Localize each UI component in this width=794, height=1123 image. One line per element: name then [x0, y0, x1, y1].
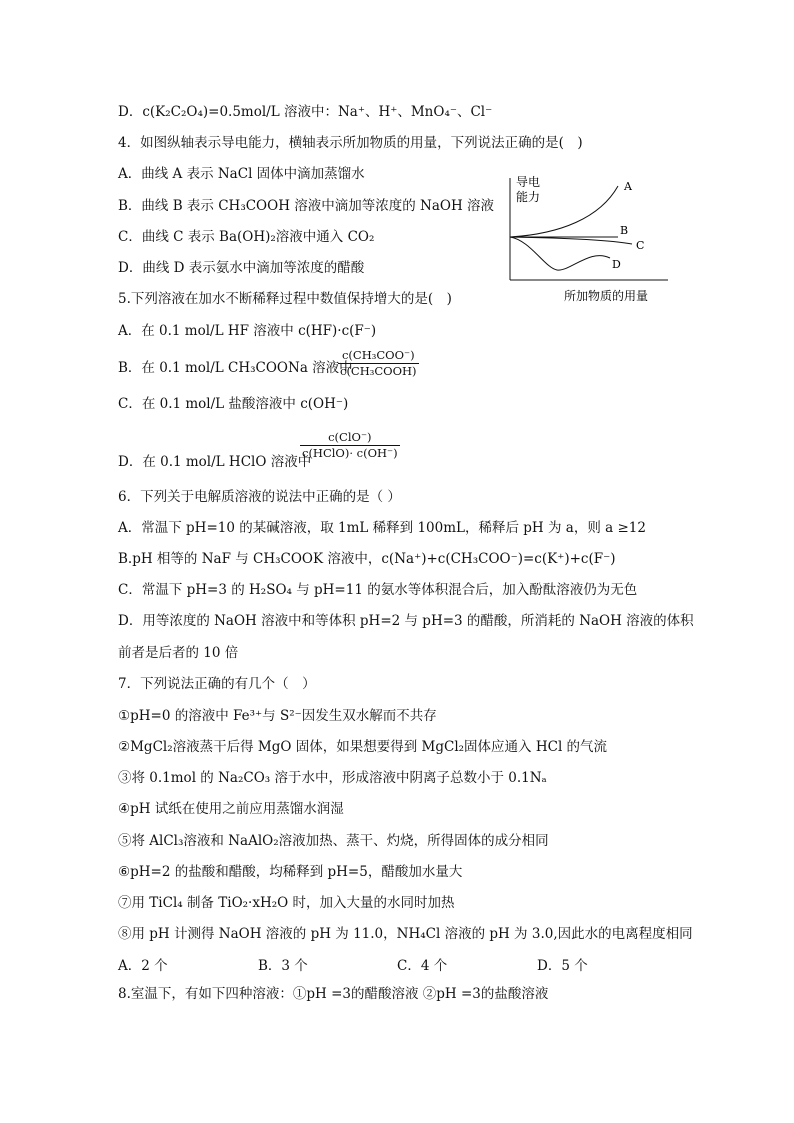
curve-d — [510, 237, 610, 270]
question-5-option-a: A．在 0.1 mol/L HF 溶液中 c(HF)·c(F⁻) — [118, 323, 377, 339]
question-8-stem: 8.室温下，有如下四种溶液：①pH =3的醋酸溶液 ②pH =3的盐酸溶液 — [118, 986, 549, 1002]
fraction-q5b — [338, 349, 419, 378]
question-7-option-c: C．4 个 — [397, 958, 448, 974]
question-6-stem: 6．下列关于电解质溶液的说法中正确的是（ ） — [118, 489, 401, 505]
question-4-option-c: C．曲线 C 表示 Ba(OH)₂溶液中通入 CO₂ — [118, 229, 375, 245]
question-6-option-d-cont: 前者是后者的 10 倍 — [118, 645, 239, 661]
question-4-stem: 4．如图纵轴表示导电能力，横轴表示所加物质的用量，下列说法正确的是( ) — [118, 135, 583, 151]
curve-label-a: A — [624, 180, 632, 193]
question-7-item-5: ⑤将 AlCl₃溶液和 NaAlO₂溶液加热、蒸干、灼烧，所得固体的成分相同 — [118, 833, 549, 849]
y-label-line2: 能力 — [516, 190, 541, 204]
fraction-numerator: c(ClO⁻) — [328, 430, 372, 444]
question-7-item-2: ②MgCl₂溶液蒸干后得 MgO 固体，如果想要得到 MgCl₂固体应通入 HCl 的气流 — [118, 739, 608, 755]
conductivity-figure — [500, 168, 680, 308]
question-7-item-3: ③将 0.1mol 的 Na₂CO₃ 溶于水中，形成溶液中阴离子总数小于 0.1Nₐ — [118, 770, 547, 786]
question-7-item-8: ⑧用 pH 计测得 NaOH 溶液的 pH 为 11.0，NH₄Cl 溶液的 pH 为 3.0,因此水的电离程度相同 — [118, 926, 693, 942]
question-7-item-1: ①pH=0 的溶液中 Fe³⁺与 S²⁻因发生双水解而不共存 — [118, 708, 437, 724]
fraction-denominator: c(HClO)· c(OH⁻) — [302, 446, 398, 460]
fraction-numerator: c(CH₃COO⁻) — [341, 348, 415, 362]
question-5-option-d: D．在 0.1 mol/L HClO 溶液中 — [118, 454, 312, 470]
curve-label-d: D — [612, 258, 621, 271]
question-6-option-a: A．常温下 pH=10 的某碱溶液，取 1mL 稀释到 100mL，稀释后 pH 为 a，则 a ≥12 — [118, 520, 646, 536]
question-5-option-c: C．在 0.1 mol/L 盐酸溶液中 c(OH⁻) — [118, 396, 349, 412]
question-4-option-d: D．曲线 D 表示氨水中滴加等浓度的醋酸 — [118, 260, 365, 276]
question-7-item-7: ⑦用 TiCl₄ 制备 TiO₂·xH₂O 时，加入大量的水同时加热 — [118, 895, 455, 911]
fraction-q5d — [300, 431, 400, 460]
question-6-option-d: D．用等浓度的 NaOH 溶液中和等体积 pH=2 与 pH=3 的醋酸，所消耗的 NaOH 溶液的体积 — [118, 613, 694, 629]
question-5-stem: 5.下列溶液在加水不断稀释过程中数值保持增大的是( ) — [118, 291, 452, 307]
question-7-stem: 7．下列说法正确的有几个（ ） — [118, 676, 316, 692]
fraction-denominator: c(CH₃COOH) — [340, 364, 417, 378]
question-7-item-4: ④pH 试纸在使用之前应用蒸馏水润湿 — [118, 801, 344, 817]
option-d-previous: D．c(K₂C₂O₄)=0.5mol/L 溶液中：Na⁺、H⁺、MnO₄⁻、Cl⁻ — [118, 104, 493, 120]
question-4-option-a: A．曲线 A 表示 NaCl 固体中滴加蒸馏水 — [118, 166, 365, 182]
question-4-option-b: B．曲线 B 表示 CH₃COOH 溶液中滴加等浓度的 NaOH 溶液 — [118, 198, 495, 214]
y-label-line1: 导电 — [516, 175, 541, 189]
curve-c — [510, 237, 632, 244]
question-6-option-c: C．常温下 pH=3 的 H₂SO₄ 与 pH=11 的氨水等体积混合后，加入酚酞溶液仍为无色 — [118, 582, 638, 598]
curve-label-b: B — [620, 224, 629, 237]
question-5-option-b: B．在 0.1 mol/L CH₃COONa 溶液中 — [118, 360, 353, 376]
curve-label-c: C — [636, 239, 645, 252]
x-axis-label: 所加物质的用量 — [564, 289, 649, 303]
question-7-item-6: ⑥pH=2 的盐酸和醋酸，均稀释到 pH=5，醋酸加水量大 — [118, 864, 463, 880]
question-7-option-a: A．2 个 — [118, 958, 168, 974]
question-7-option-b: B．3 个 — [258, 958, 308, 974]
question-7-option-d: D．5 个 — [537, 958, 588, 974]
question-6-option-b: B.pH 相等的 NaF 与 CH₃COOK 溶液中，c(Na⁺)+c(CH₃COO⁻)=c(K⁺)+c(F⁻) — [118, 551, 616, 567]
